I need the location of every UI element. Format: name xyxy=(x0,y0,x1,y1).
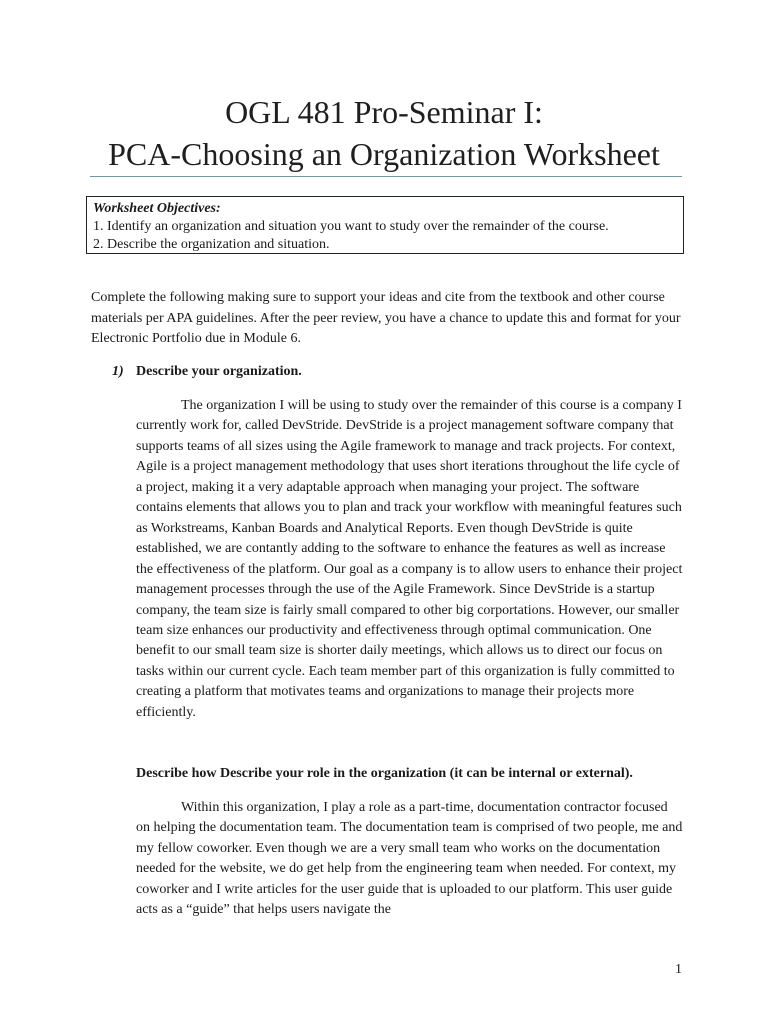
objectives-box xyxy=(86,196,684,254)
document-title-line-1: OGL 481 Pro-Seminar I: xyxy=(225,94,543,130)
page-number: 1 xyxy=(675,962,682,977)
answer-2-paragraph: Within this organization, I play a role as a part-time, documentation contractor focused on helping the documentation team. The documentation team is comprised of two people, me and my fellow coworker. Even though we are a very small team who works on the documentation needed for the website, we do get help from the engineering team when needed. For context, my coworker and I write articles for the user guide that is uploaded to our platform. This user guide acts as a “guide” that helps users navigate the xyxy=(136,800,683,918)
intro-paragraph: Complete the following making sure to support your ideas and cite from the textbook and other course materials per APA guidelines. After the peer review, you have a chance to update this and format for your Electronic Portfolio due in Module 6. xyxy=(91,290,681,346)
objective-item-2: 2. Describe the organization and situation. xyxy=(93,237,330,252)
question-2-label: Describe how Describe your role in the organization (it can be internal or external). xyxy=(136,766,633,781)
objectives-heading: Worksheet Objectives: xyxy=(93,201,221,216)
document-title-line-2: PCA-Choosing an Organization Worksheet xyxy=(108,136,660,172)
title-divider xyxy=(90,176,682,177)
answer-1-paragraph: The organization I will be using to study over the remainder of this course is a company I currently work for, called DevStride. DevStride is a project management software company that supports teams of all sizes using the Agile framework to manage and track projects. For context, Agile is a project management methodology that uses short iterations throughout the life cycle of a project, making it a very adaptable approach when managing your project. The software contains elements that allows you to plan and track your workflow with meaningful features such as Workstreams, Kanban Boards and Analytical Reports. Even though DevStride is quite established, we are contantly adding to the software to enhance the features as well as increase the effectiveness of the platform. Our goal as a company is to allow users to enhance their project management processes through the use of the Agile Framework. Since DevStride is a startup company, the team size is fairly small compared to other big corportations. However, our smaller team size enhances our productivity and effectiveness through optimal communication. One benefit to our small team size is shorter daily meetings, which allows us to direct our focus on tasks within our current cycle. Each team member part of this organization is fully committed to creating a platform that motivates teams and organizations to manage their projects more efficiently. xyxy=(136,398,683,720)
question-1 xyxy=(112,362,302,382)
question-1-label: Describe your organization. xyxy=(136,364,302,379)
question-1-number: 1) xyxy=(112,364,124,379)
objective-item-1: 1. Identify an organization and situation you want to study over the remainder of the course. xyxy=(93,219,609,234)
